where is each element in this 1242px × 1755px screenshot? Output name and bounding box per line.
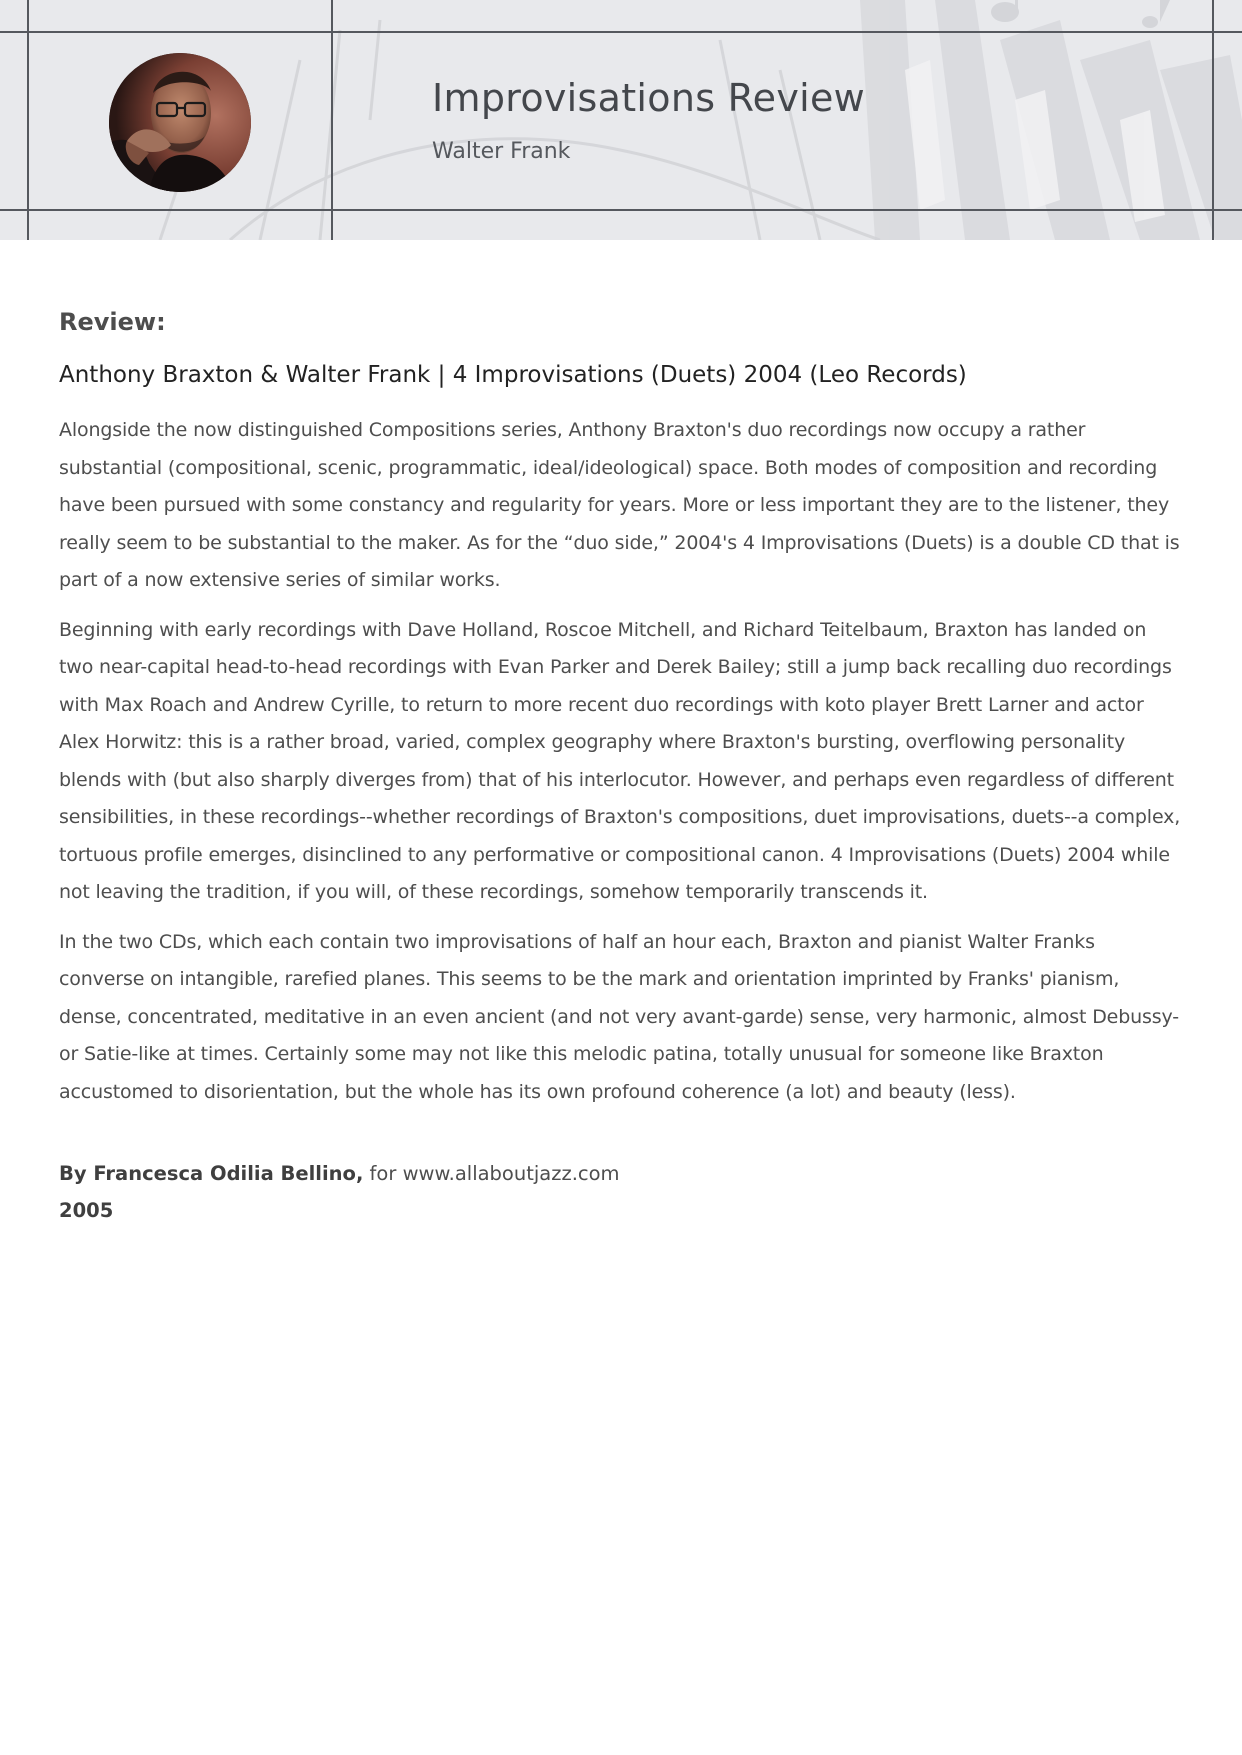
section-label: Review: <box>59 308 166 336</box>
review-paragraph: Alongside the now distinguished Compositions series, Anthony Braxton's duo recordings now occupy a rather substantial (compositional, scenic, programmatic, ideal/ideological) space. Both modes of composition and recording have been pursued with some constancy and regularity for years. More or less important they are to the listener, they really seem to be substantial to the maker. As for the “duo side,” 2004's 4 Improvisations (Duets) is a double CD that is part of a now extensive series of similar works. <box>59 419 1180 591</box>
frame-right-line <box>1212 0 1214 240</box>
frame-divider-line <box>331 0 333 240</box>
avatar <box>109 53 251 192</box>
review-paragraph: Beginning with early recordings with Dave Holland, Roscoe Mitchell, and Richard Teitelbaum, Braxton has landed on two near-capital head-to-head recordings with Evan Parker and Derek Bailey; still a jump back recalling duo recordings with Max Roach and Andrew Cyrille, to return to more recent duo recordings with koto player Brett Larner and actor Alex Horwitz: this is a rather broad, varied, complex geography where Braxton's bursting, overflowing personality blends with (but also sharply diverges from) that of his interlocutor. However, and perhaps even regardless of different sensibilities, in these recordings--whether recordings of Braxton's compositions, duet improvisations, duets--a complex, tortuous profile emerges, disinclined to any performative or compositional canon. 4 Improvisations (Duets) 2004 while not leaving the tradition, if you will, of these recordings, somehow temporarily transcends it. <box>59 618 1181 903</box>
page-subtitle: Walter Frank <box>432 139 571 164</box>
header-banner <box>0 0 1242 240</box>
review-title: Anthony Braxton & Walter Frank | 4 Improvisations (Duets) 2004 (Leo Records) <box>59 362 967 388</box>
person-photo-icon <box>109 53 251 192</box>
byline-source: for www.allaboutjazz.com <box>363 1162 620 1185</box>
review-year: 2005 <box>59 1199 114 1222</box>
review-paragraph: In the two CDs, which each contain two improvisations of half an hour each, Braxton and pianist Walter Franks converse on intangible, rarefied planes. This seems to be the mark and orientation imprinted by Franks' pianism, dense, concentrated, meditative in an even ancient (and not very avant-garde) sense, very harmonic, almost Debussy- or Satie-like at times. Certainly some may not like this melodic patina, totally unusual for someone like Braxton accustomed to disorientation, but the whole has its own profound coherence (a lot) and beauty (less). <box>59 930 1179 1103</box>
page-title: Improvisations Review <box>432 76 866 120</box>
byline <box>59 1155 1184 1192</box>
review-content <box>59 304 1184 1229</box>
frame-top-line <box>0 31 1242 33</box>
frame-left-line <box>27 0 29 240</box>
frame-bottom-line <box>0 209 1242 211</box>
byline-author: By Francesca Odilia Bellino, <box>59 1162 364 1185</box>
